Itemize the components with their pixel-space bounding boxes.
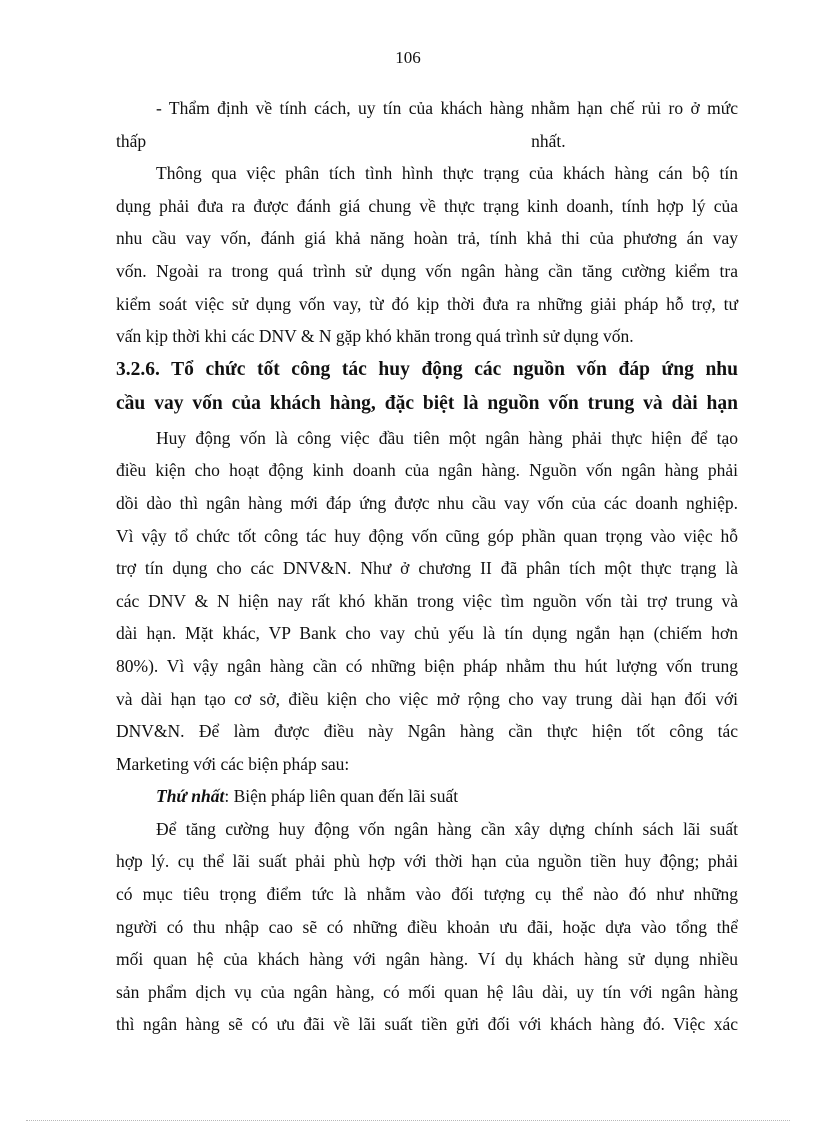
text-line: nhu cầu vay vốn, đánh giá khả năng hoàn trả, tính khả thi của phương án vay <box>116 228 738 249</box>
text-line: trợ tín dụng cho các DNV&N. Như ở chương II đã phân tích một thực trạng là <box>116 558 738 579</box>
text-line: các DNV & N hiện nay rất khó khăn trong việc tìm nguồn vốn tài trợ trung và <box>116 590 738 611</box>
text-line: - Thẩm định về tính cách, uy tín của khách hàng nhằm hạn chế rủi ro ở mức <box>156 98 738 118</box>
text-line: người có thu nhập cao sẽ có những điều khoản ưu đãi, hoặc dựa vào tổng thể <box>116 916 738 937</box>
text-line: dài hạn. Mặt khác, VP Bank cho vay chủ yếu là tín dụng ngắn hạn (chiếm hơn <box>116 623 738 644</box>
page-bottom-divider <box>26 1120 790 1121</box>
text-line: Huy động vốn là công việc đầu tiên một ngân hàng phải thực hiện để tạo <box>156 427 738 448</box>
page-number: 106 <box>395 48 421 67</box>
text-line: hợp lý. cụ thể lãi suất phải phù hợp với thời hạn của nguồn tiền huy động; phải <box>116 851 738 872</box>
text-line: mối quan hệ của khách hàng với ngân hàng. Ví dụ khách hàng sử dụng nhiều <box>116 949 738 970</box>
text-line: điều kiện cho hoạt động kinh doanh của ngân hàng. Nguồn vốn ngân hàng phải <box>116 460 738 481</box>
text-line: sản phẩm dịch vụ của ngân hàng, có mối quan hệ lâu dài, uy tín với ngân hàng <box>116 981 738 1002</box>
text-line: vốn. Ngoài ra trong quá trình sử dụng vốn ngân hàng cần tăng cường kiểm tra <box>116 260 738 281</box>
text-line: dồi dào thì ngân hàng mới đáp ứng được nhu cầu vay vốn của các doanh nghiệp. <box>116 492 738 513</box>
text-line: 80%). Vì vậy ngân hàng cần có những biện pháp nhằm thu hút lượng vốn trung <box>116 655 738 676</box>
text-line: thì ngân hàng sẽ có ưu đãi về lãi suất tiền gửi đối với khách hàng đó. Việc xác <box>116 1014 738 1035</box>
subsection-line <box>116 780 738 813</box>
text-line: dụng phải đưa ra được đánh giá chung về thực trạng kinh doanh, tính hợp lý của <box>116 195 738 216</box>
text-line: DNV&N. Để làm được điều này Ngân hàng cần thực hiện tốt công tác <box>116 721 738 742</box>
text-line: kiểm soát việc sử dụng vốn vay, từ đó kịp thời đưa ra những giải pháp hỗ trợ, tư <box>116 293 738 314</box>
text-line: và dài hạn tạo cơ sở, điều kiện cho việc mở rộng cho vay trung dài hạn đối với <box>116 688 738 709</box>
section-heading: 3.2.6. Tổ chức tốt công tác huy động các nguồn vốn đáp ứng nhu <box>116 358 738 380</box>
text-line: có mục tiêu trọng điểm tức là nhằm vào đối tượng cụ thể nào đó như những <box>116 884 738 905</box>
text-line: Vì vậy tổ chức tốt công tác huy động vốn cũng góp phần quan trọng vào việc hỗ <box>116 525 738 546</box>
text-line: thấp nhất. <box>116 130 566 151</box>
text-line: Marketing với các biện pháp sau: <box>116 753 350 774</box>
text-line: Thông qua việc phân tích tình hình thực trạng của khách hàng cán bộ tín <box>156 163 738 184</box>
document-body <box>116 92 738 1041</box>
text-line: vấn kịp thời khi các DNV & N gặp khó khăn trong quá trình sử dụng vốn. <box>116 326 634 347</box>
section-heading-continued: cầu vay vốn của khách hàng, đặc biệt là nguồn vốn trung và dài hạn <box>116 393 738 415</box>
subsection-title: : Biện pháp liên quan đến lãi suất <box>224 786 459 807</box>
subsection-label: Thứ nhất <box>156 786 225 807</box>
text-line: Để tăng cường huy động vốn ngân hàng cần xây dựng chính sách lãi suất <box>156 818 738 839</box>
